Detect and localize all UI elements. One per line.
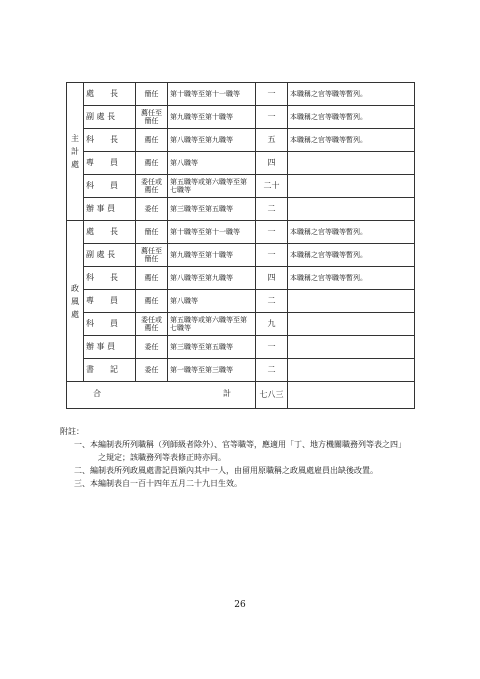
- table-row: [67, 175, 415, 198]
- total-label-left: 合: [93, 389, 101, 398]
- note-3: 三、本編制表自一百十四年五月二十九日生效。: [74, 479, 242, 488]
- table-row: [67, 336, 415, 359]
- appointment-rank: 簡任: [136, 83, 168, 106]
- appointment-rank: 委任: [136, 336, 168, 359]
- headcount: 二十: [256, 175, 288, 198]
- job-title: 科 長: [84, 267, 136, 290]
- department-label: 主計處: [71, 134, 79, 169]
- department-name: [67, 83, 84, 221]
- table-row: [67, 313, 415, 336]
- headcount: 二: [256, 359, 288, 382]
- headcount: 四: [256, 152, 288, 175]
- remark: [288, 198, 415, 221]
- job-title: 副 處 長: [84, 106, 136, 129]
- remark: [288, 175, 415, 198]
- grade-range: 第五職等或第六職等至第七職等: [168, 313, 256, 336]
- job-title: 科 長: [84, 129, 136, 152]
- table-row: [67, 290, 415, 313]
- remark: [288, 359, 415, 382]
- remark: 本職稱之官等職等暫列。: [288, 267, 415, 290]
- grade-range: 第一職等至第三職等: [168, 359, 256, 382]
- grade-range: 第八職等: [168, 152, 256, 175]
- appointment-rank: 簡任: [136, 221, 168, 244]
- remark: 本職稱之官等職等暫列。: [288, 83, 415, 106]
- remark: [288, 336, 415, 359]
- notes: [60, 425, 430, 490]
- note-1: 一、本編制表所列職稱（列師級者除外）、官等職等，應適用「丁、地方機關職務列等表之四」: [74, 440, 406, 449]
- headcount: 一: [256, 221, 288, 244]
- job-title: 專 員: [84, 152, 136, 175]
- appointment-rank: 委任或薦任: [136, 175, 168, 198]
- appointment-rank: 薦任至簡任: [136, 106, 168, 129]
- table-row: [67, 152, 415, 175]
- remark: 本職稱之官等職等暫列。: [288, 221, 415, 244]
- job-title: 辦 事 員: [84, 336, 136, 359]
- grade-range: 第八職等至第九職等: [168, 267, 256, 290]
- table-row: [67, 129, 415, 152]
- table-row: [67, 267, 415, 290]
- appointment-rank: 薦任: [136, 290, 168, 313]
- headcount: 一: [256, 244, 288, 267]
- headcount: 一: [256, 106, 288, 129]
- headcount: 一: [256, 336, 288, 359]
- grade-range: 第八職等: [168, 290, 256, 313]
- notes-heading: 附註：: [60, 427, 84, 436]
- appointment-rank: 薦任: [136, 129, 168, 152]
- total-row: [67, 382, 415, 409]
- grade-range: 第五職等或第六職等至第七職等: [168, 175, 256, 198]
- headcount: 二: [256, 290, 288, 313]
- appointment-rank: 薦任: [136, 152, 168, 175]
- table-row: [67, 106, 415, 129]
- appointment-rank: 委任: [136, 198, 168, 221]
- table-row: [67, 244, 415, 267]
- remark: [288, 290, 415, 313]
- remark: 本職稱之官等職等暫列。: [288, 244, 415, 267]
- job-title: 專 員: [84, 290, 136, 313]
- headcount: 一: [256, 83, 288, 106]
- grade-range: 第十職等至第十一職等: [168, 221, 256, 244]
- grade-range: 第三職等至第五職等: [168, 198, 256, 221]
- total-remark: [288, 382, 415, 409]
- grade-range: 第十職等至第十一職等: [168, 83, 256, 106]
- remark: 本職稱之官等職等暫列。: [288, 129, 415, 152]
- grade-range: 第九職等至第十職等: [168, 106, 256, 129]
- grade-range: 第三職等至第五職等: [168, 336, 256, 359]
- table-row: [67, 198, 415, 221]
- total-label: [67, 382, 256, 409]
- job-title: 處 長: [84, 83, 136, 106]
- headcount: 九: [256, 313, 288, 336]
- appointment-rank: 薦任至簡任: [136, 244, 168, 267]
- appointment-rank: 委任: [136, 359, 168, 382]
- headcount: 四: [256, 267, 288, 290]
- page-number: 26: [234, 600, 246, 610]
- staffing-table: [66, 82, 415, 409]
- headcount: 五: [256, 129, 288, 152]
- remark: 本職稱之官等職等暫列。: [288, 106, 415, 129]
- remark: [288, 313, 415, 336]
- grade-range: 第八職等至第九職等: [168, 129, 256, 152]
- appointment-rank: 薦任: [136, 267, 168, 290]
- job-title: 書 記: [84, 359, 136, 382]
- headcount: 二: [256, 198, 288, 221]
- department-label: 政風處: [71, 283, 79, 319]
- job-title: 副 處 長: [84, 244, 136, 267]
- job-title: 處 長: [84, 221, 136, 244]
- job-title: 科 員: [84, 313, 136, 336]
- department-name: [67, 221, 84, 382]
- table-row: [67, 221, 415, 244]
- table-row: [67, 83, 415, 106]
- total-label-right: 計: [223, 389, 231, 398]
- total-count: 七八三: [256, 382, 288, 409]
- table-row: [67, 359, 415, 382]
- appointment-rank: 委任或薦任: [136, 313, 168, 336]
- job-title: 科 員: [84, 175, 136, 198]
- note-1-continued: 之規定；該職務列等表修正時亦同。: [98, 453, 226, 462]
- note-2: 二、編制表所列政風處書記員額內其中一人，由留用原職稱之政風處雇員出缺後改置。: [74, 466, 378, 475]
- job-title: 辦 事 員: [84, 198, 136, 221]
- remark: [288, 152, 415, 175]
- grade-range: 第九職等至第十職等: [168, 244, 256, 267]
